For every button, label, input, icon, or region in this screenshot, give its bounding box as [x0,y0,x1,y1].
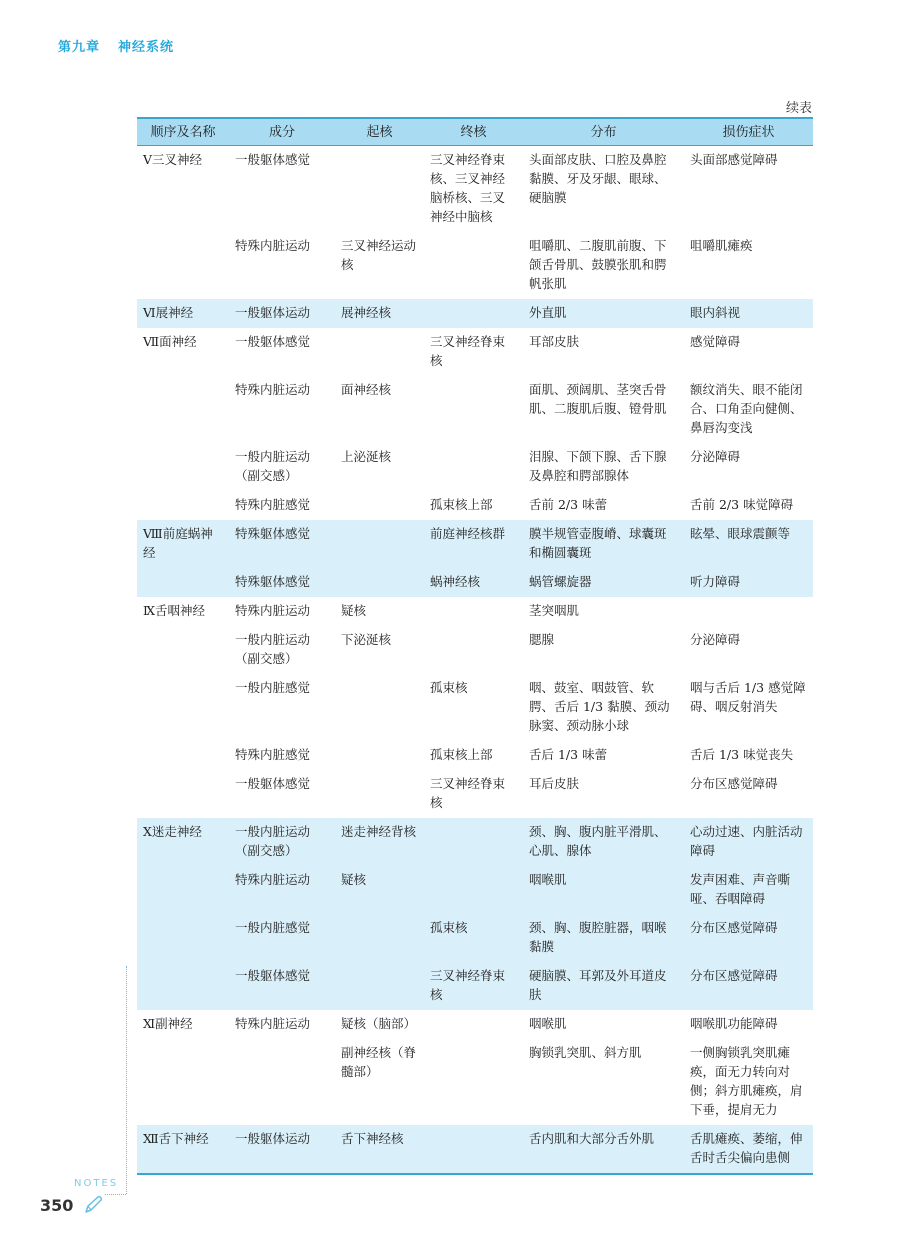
terminal-nucleus-cell [424,232,523,299]
nerve-name-cell [137,376,229,443]
distribution-cell: 咽喉肌 [529,1016,567,1031]
symptoms-cell: 舌后 1/3 味觉丧失 [690,747,794,762]
terminal-nucleus-cell: 孤束核上部 [430,747,493,762]
origin-nucleus-cell [335,770,424,818]
notes-label: NOTES [74,1178,119,1189]
terminal-nucleus-cell [424,1010,523,1039]
origin-nucleus-cell [335,328,424,376]
symptoms-cell: 舌肌瘫痪、萎缩，伸舌时舌尖偏向患侧 [684,1125,813,1174]
component-cell: 一般内脏运动（副交感） [235,632,311,666]
distribution-cell: 颈、胸、腹腔脏器，咽喉黏膜 [523,914,684,962]
component-cell: 特殊内脏运动 [229,866,335,914]
origin-nucleus-cell: 疑核 [341,603,367,618]
origin-nucleus-cell: 展神经核 [335,299,424,328]
component-cell: 一般躯体感觉 [235,776,311,791]
nerve-name-cell [137,1039,229,1125]
component-cell: 特殊内脏运动 [235,382,311,397]
symptoms-cell: 分布区感觉障碍 [690,776,778,791]
component-cell: 特殊躯体感觉 [229,520,335,568]
distribution-cell: 硬脑膜、耳郭及外耳道皮肤 [523,962,684,1010]
terminal-nucleus-cell [424,866,523,914]
distribution-cell: 颈、胸、腹内脏平滑肌、心肌、腺体 [523,818,684,866]
nerve-name-cell [137,741,229,770]
component-cell: 特殊内脏运动 [235,238,311,253]
column-header-origin: 起核 [335,118,424,146]
notes-baseline [105,1194,126,1195]
symptoms-cell: 分泌障碍 [690,632,741,647]
origin-nucleus-cell: 疑核（脑部） [341,1016,417,1031]
component-cell: 特殊内脏感觉 [235,747,311,762]
table-body [137,146,813,1175]
distribution-cell: 蜗管螺旋器 [523,568,684,597]
table-row [137,770,813,818]
component-cell: 一般躯体运动 [229,1125,335,1174]
origin-nucleus-cell [335,491,424,520]
terminal-nucleus-cell: 三叉神经脊束核 [430,334,506,368]
terminal-nucleus-cell [424,376,523,443]
table-row [137,443,813,491]
origin-nucleus-cell [335,674,424,741]
terminal-nucleus-cell: 孤束核上部 [430,497,493,512]
nerve-name-cell [137,962,229,1010]
distribution-cell: 外直肌 [523,299,684,328]
symptoms-cell: 咀嚼肌瘫痪 [690,238,753,253]
terminal-nucleus-cell: 孤束核 [430,680,468,695]
nerve-name-cell [137,914,229,962]
chapter-number: 第九章 [58,40,101,55]
table-row [137,232,813,299]
distribution-cell: 膜半规管壶腹嵴、球囊斑和椭圆囊斑 [523,520,684,568]
origin-nucleus-cell: 上泌涎核 [341,449,392,464]
symptoms-cell: 头面部感觉障碍 [690,152,778,167]
origin-nucleus-cell: 面神经核 [341,382,392,397]
table-row [137,1010,813,1039]
table-row [137,568,813,597]
component-cell: 一般躯体感觉 [235,152,311,167]
component-cell: 一般躯体感觉 [229,962,335,1010]
nerve-name-cell: Ⅺ副神经 [143,1016,193,1031]
nerve-name-cell: Ⅻ舌下神经 [137,1125,229,1174]
component-cell: 特殊内脏感觉 [235,497,311,512]
distribution-cell: 头面部皮肤、口腔及鼻腔黏膜、牙及牙龈、眼球、硬脑膜 [529,152,667,205]
terminal-nucleus-cell [424,1039,523,1125]
table-row [137,1039,813,1125]
component-cell: 一般躯体运动 [229,299,335,328]
origin-nucleus-cell: 下泌涎核 [341,632,392,647]
origin-nucleus-cell: 舌下神经核 [335,1125,424,1174]
distribution-cell: 泪腺、下颌下腺、舌下腺及鼻腔和腭部腺体 [529,449,667,483]
nerve-name-cell [137,491,229,520]
component-cell: 一般躯体感觉 [235,334,311,349]
origin-nucleus-cell [335,914,424,962]
terminal-nucleus-cell [424,626,523,674]
component-cell: 特殊内脏运动 [235,1016,311,1031]
origin-nucleus-cell: 迷走神经背核 [335,818,424,866]
nerve-name-cell: Ⅸ舌咽神经 [143,603,206,618]
distribution-cell: 茎突咽肌 [529,603,580,618]
terminal-nucleus-cell: 蜗神经核 [424,568,523,597]
terminal-nucleus-cell [424,1125,523,1174]
column-header-distribution: 分布 [523,118,684,146]
symptoms-cell: 心动过速、内脏活动障碍 [684,818,813,866]
component-cell [229,1039,335,1125]
origin-nucleus-cell: 副神经核（脊髓部） [341,1045,417,1079]
terminal-nucleus-cell [424,818,523,866]
table-header-row [137,118,813,146]
distribution-cell: 舌后 1/3 味蕾 [529,747,608,762]
component-cell: 特殊躯体感觉 [229,568,335,597]
origin-nucleus-cell: 三叉神经运动核 [341,238,417,272]
cranial-nerve-table [137,117,813,1175]
symptoms-cell: 分泌障碍 [690,449,741,464]
symptoms-cell: 咽喉肌功能障碍 [690,1016,778,1031]
distribution-cell: 耳后皮肤 [529,776,580,791]
table-row [137,376,813,443]
table-row [137,146,813,233]
nerve-name-cell: Ⅷ前庭蜗神经 [137,520,229,568]
component-cell: 特殊内脏运动 [235,603,311,618]
nerve-name-cell [137,443,229,491]
continued-label: 续表 [785,101,812,116]
table-row [137,962,813,1010]
nerve-name-cell: Ⅹ迷走神经 [137,818,229,866]
origin-nucleus-cell [335,146,424,233]
component-cell: 一般内脏运动（副交感） [235,449,311,483]
table-row [137,866,813,914]
column-header-terminal: 终核 [424,118,523,146]
table-row [137,626,813,674]
distribution-cell: 舌内肌和大部分舌外肌 [523,1125,684,1174]
table-row [137,491,813,520]
distribution-cell: 咀嚼肌、二腹肌前腹、下颌舌骨肌、鼓膜张肌和腭帆张肌 [529,238,667,291]
table-row [137,299,813,328]
origin-nucleus-cell [335,741,424,770]
symptoms-cell: 分布区感觉障碍 [684,914,813,962]
nerve-name-cell [137,232,229,299]
origin-nucleus-cell [335,962,424,1010]
distribution-cell: 腮腺 [529,632,555,647]
chapter-title: 神经系统 [118,40,175,55]
terminal-nucleus-cell: 三叉神经脊束核、三叉神经脑桥核、三叉神经中脑核 [430,152,506,224]
terminal-nucleus-cell: 三叉神经脊束核 [430,776,506,810]
terminal-nucleus-cell: 前庭神经核群 [424,520,523,568]
table-row [137,818,813,866]
symptoms-cell: 感觉障碍 [690,334,741,349]
distribution-cell: 咽喉肌 [523,866,684,914]
distribution-cell: 咽、鼓室、咽鼓管、软腭、舌后 1/3 黏膜、颈动脉窦、颈动脉小球 [529,680,670,733]
table-row [137,1125,813,1174]
symptoms-cell: 分布区感觉障碍 [684,962,813,1010]
pen-icon [83,1195,105,1215]
column-header-symptoms: 损伤症状 [684,118,813,146]
terminal-nucleus-cell [424,597,523,626]
nerve-name-cell: Ⅶ面神经 [143,334,197,349]
component-cell: 一般内脏运动（副交感） [229,818,335,866]
terminal-nucleus-cell: 孤束核 [424,914,523,962]
component-cell: 一般内脏感觉 [235,680,311,695]
symptoms-cell: 额纹消失、眼不能闭合、口角歪向健侧、鼻唇沟变浅 [690,382,803,435]
symptoms-cell: 听力障碍 [684,568,813,597]
terminal-nucleus-cell [424,299,523,328]
column-header-component: 成分 [229,118,335,146]
distribution-cell: 舌前 2/3 味蕾 [529,497,608,512]
nerve-name-cell [137,674,229,741]
symptoms-cell: 眩晕、眼球震颤等 [684,520,813,568]
table-row [137,520,813,568]
nerve-name-cell [137,626,229,674]
symptoms-cell: 眼内斜视 [684,299,813,328]
symptoms-cell: 发声困难、声音嘶哑、吞咽障碍 [684,866,813,914]
origin-nucleus-cell [335,568,424,597]
distribution-cell: 面肌、颈阔肌、茎突舌骨肌、二腹肌后腹、镫骨肌 [529,382,667,416]
symptoms-cell: 咽与舌后 1/3 感觉障碍、咽反射消失 [690,680,806,714]
chapter-heading [58,36,174,55]
table-row [137,597,813,626]
nerve-name-cell [137,568,229,597]
terminal-nucleus-cell: 三叉神经脊束核 [424,962,523,1010]
nerve-name-cell [137,866,229,914]
symptoms-cell: 一侧胸锁乳突肌瘫痪，面无力转向对侧；斜方肌瘫痪，肩下垂，提肩无力 [690,1045,803,1117]
page-number: 350 [40,1196,74,1215]
column-header-name: 顺序及名称 [137,118,229,146]
symptoms-cell: 舌前 2/3 味觉障碍 [690,497,794,512]
origin-nucleus-cell: 疑核 [335,866,424,914]
table-row [137,328,813,376]
notes-margin-line [126,966,127,1194]
component-cell: 一般内脏感觉 [229,914,335,962]
origin-nucleus-cell [335,520,424,568]
table-row [137,914,813,962]
nerve-name-cell: Ⅴ三叉神经 [143,152,203,167]
table-row [137,674,813,741]
terminal-nucleus-cell [424,443,523,491]
table-row [137,741,813,770]
distribution-cell: 耳部皮肤 [529,334,580,349]
symptoms-cell [684,597,813,626]
nerve-name-cell: Ⅵ展神经 [137,299,229,328]
nerve-name-cell [137,770,229,818]
distribution-cell: 胸锁乳突肌、斜方肌 [529,1045,642,1060]
